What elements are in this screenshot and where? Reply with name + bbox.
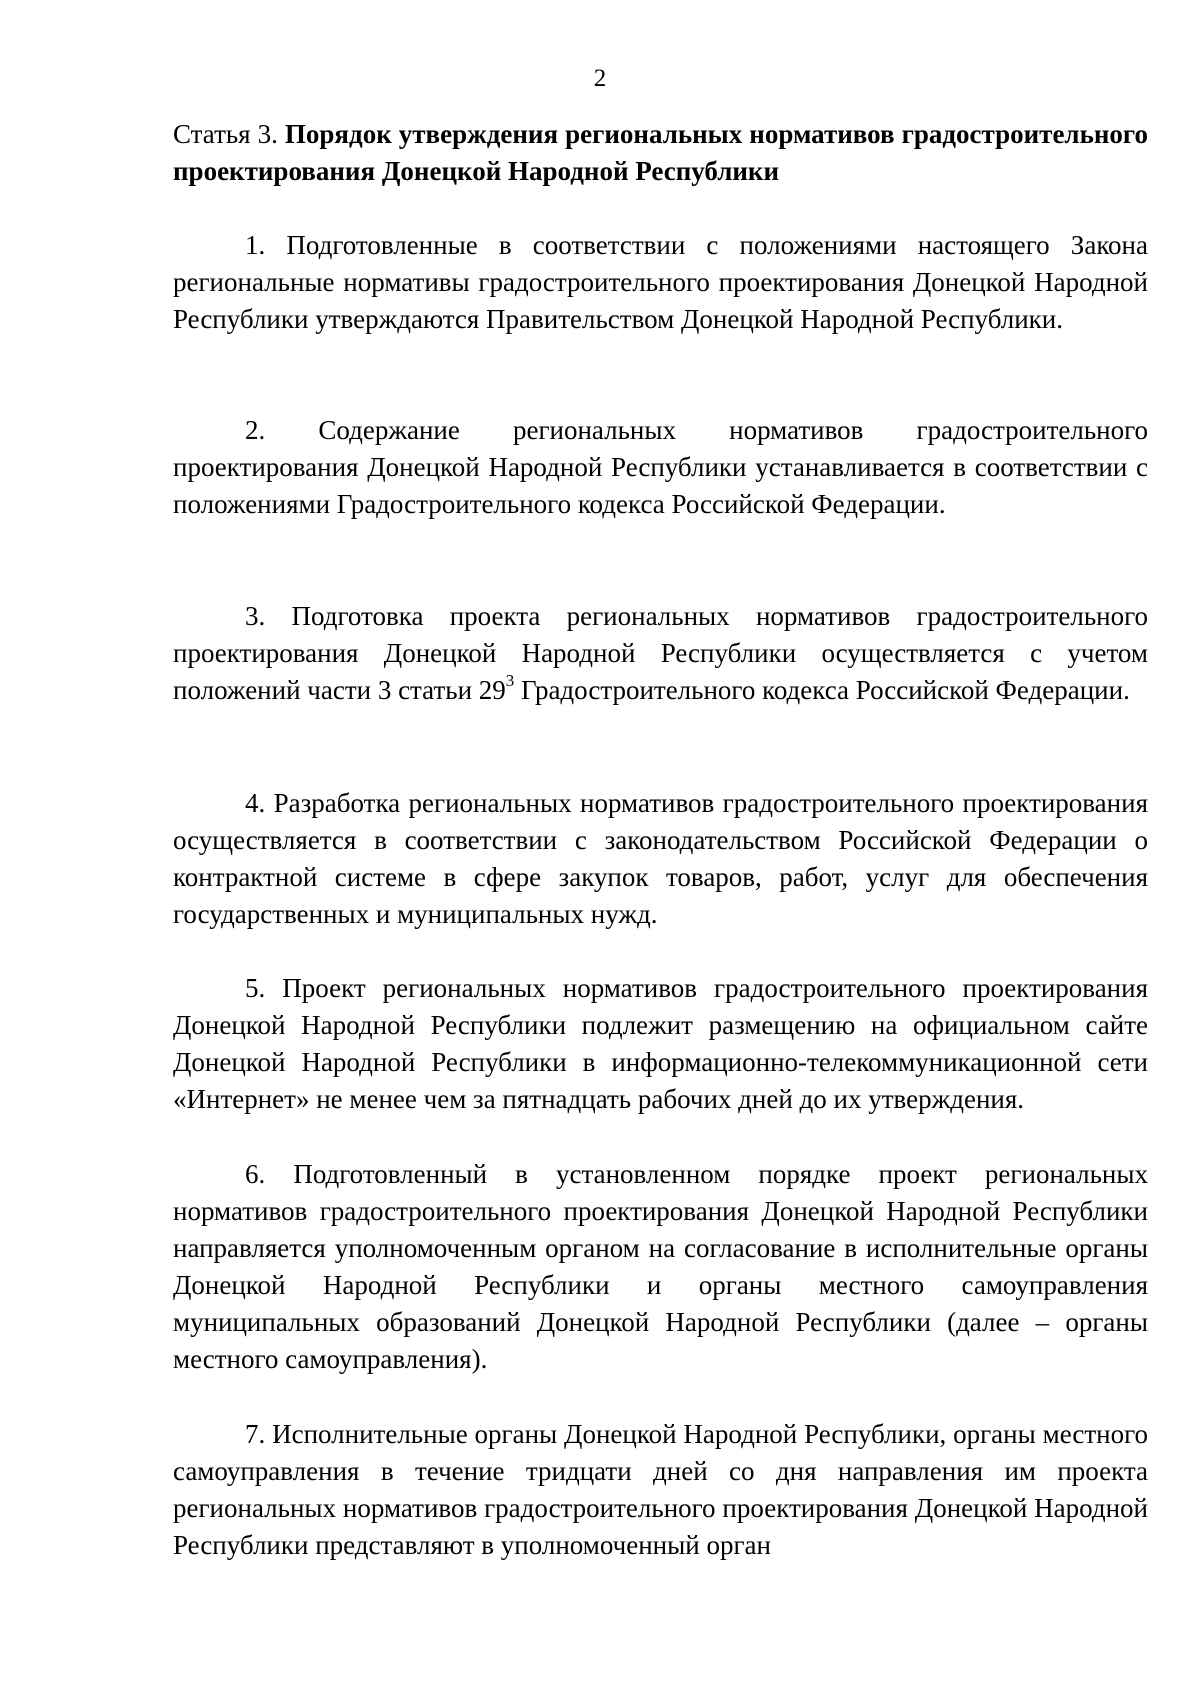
paragraph-3-superscript: 3 — [505, 671, 515, 690]
paragraph-3-text-after: Градостроительного кодекса Российской Федерации. — [514, 675, 1130, 705]
paragraph-4: 4. Разработка региональных нормативов градостроительного проектирования осуществляется в соответствии с законодательством Российской Федерации о контрактной системе в сфере закупок товаров, работ, услуг для обеспечения государственных и муниципальных нужд. — [173, 788, 1148, 929]
page-number: 2 — [593, 65, 607, 92]
paragraph-3 — [173, 598, 1148, 709]
article-title: Порядок утверждения региональных нормативов градостроительного проектирования Донецкой Народной Республики — [173, 119, 1148, 186]
paragraph-7: 7. Исполнительные органы Донецкой Народной Республики, органы местного самоуправления в течение тридцати дней со дня направления им проекта региональных нормативов градостроительного проектирования Донецкой Народной Республики представляют в уполномоченный орган — [173, 1419, 1148, 1560]
paragraph-3-text-before: 3. Подготовка проекта региональных нормативов градостроительного проектирования Донецкой Народной Республики осуществляется с учетом положений части 3 статьи 29 — [173, 601, 1148, 705]
article-heading — [173, 116, 1148, 190]
paragraph-6: 6. Подготовленный в установленном порядке проект региональных нормативов градостроительного проектирования Донецкой Народной Республики направляется уполномоченным органом на согласование в исполнительные органы Донецкой Народной Республики и органы местного самоуправления муниципальных образований Донецкой Народной Республики (далее – органы местного самоуправления). — [173, 1159, 1148, 1374]
paragraph-5: 5. Проект региональных нормативов градостроительного проектирования Донецкой Народной Республики подлежит размещению на официальном сайте Донецкой Народной Республики в информационно-телекоммуникационной сети «Интернет» не менее чем за пятнадцать рабочих дней до их утверждения. — [173, 973, 1148, 1114]
article-label: Статья 3. — [173, 119, 278, 149]
paragraph-1: 1. Подготовленные в соответствии с положениями настоящего Закона региональные нормативы градостроительного проектирования Донецкой Народной Республики утверждаются Правительством Донецкой Народной Республики. — [173, 230, 1148, 334]
paragraph-2: 2. Содержание региональных нормативов градостроительного проектирования Донецкой Народной Республики устанавливается в соответствии с положениями Градостроительного кодекса Российской Федерации. — [173, 415, 1148, 519]
